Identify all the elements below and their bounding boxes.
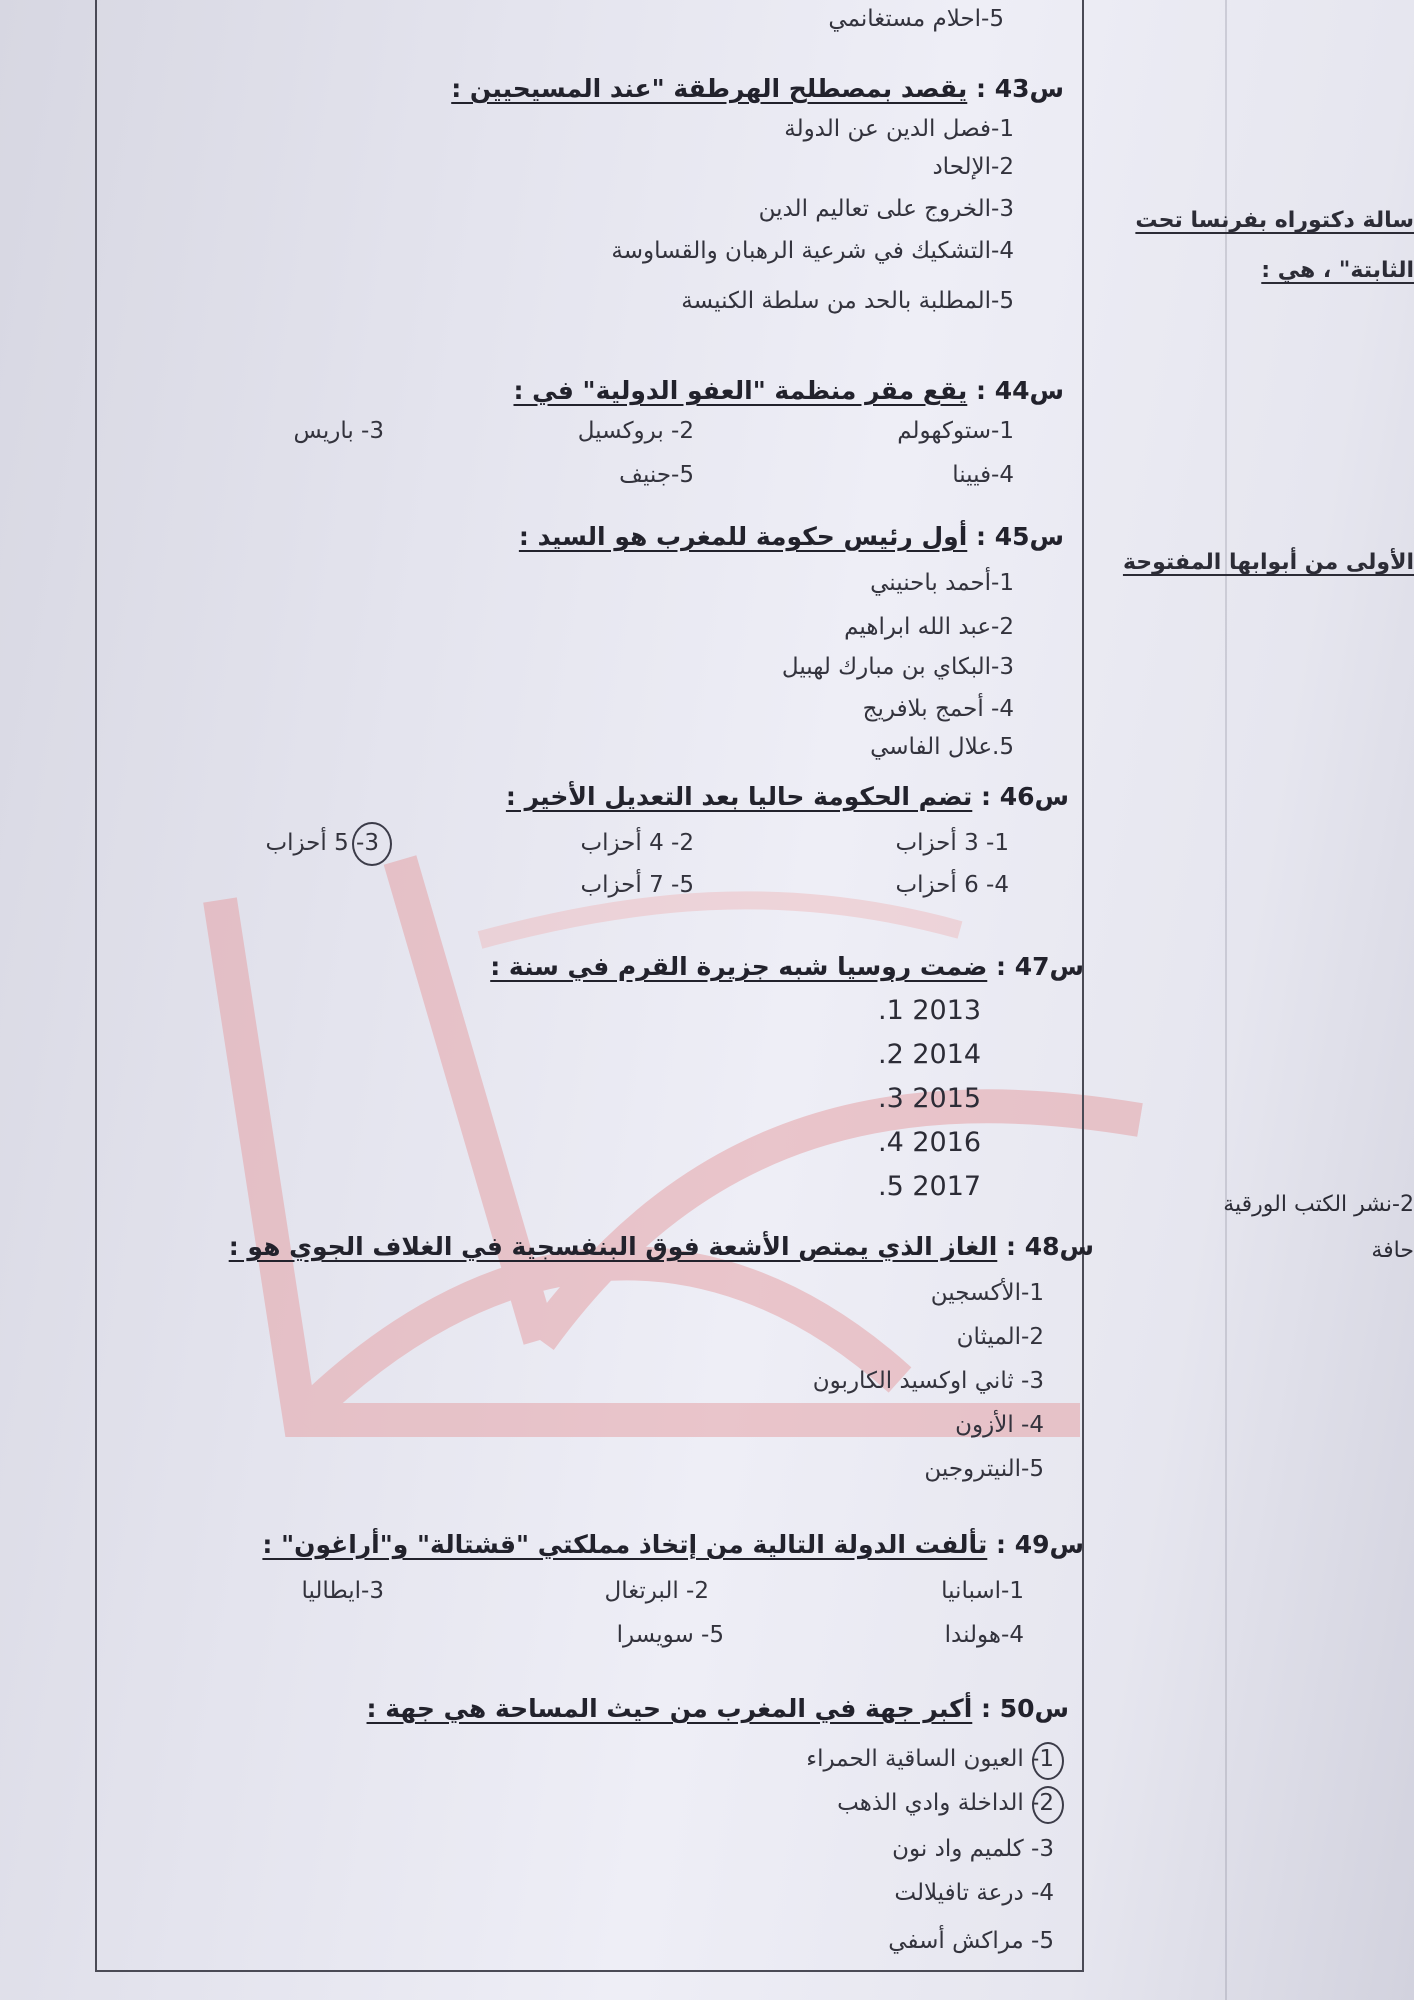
paper-fold <box>1225 0 1227 2000</box>
question-43 <box>451 74 1064 104</box>
option: 2- بروكسيل <box>577 418 694 444</box>
question-stem: تضم الحكومة حاليا بعد التعديل الأخير : <box>505 782 973 811</box>
option: 3- باريس <box>293 418 384 444</box>
option: 4- 6 أحزاب <box>895 872 1009 898</box>
option: 4-هولندا <box>944 1622 1024 1648</box>
option: 4- الأزون <box>955 1412 1044 1438</box>
question-stem: يقصد بمصطلح الهرطقة "عند المسيحيين : <box>451 74 968 103</box>
right-column-text: الأولى من أبوابها المفتوحة <box>1122 550 1414 575</box>
question-number: س48 : <box>1006 1232 1094 1261</box>
question-50 <box>367 1694 1069 1724</box>
option: 2-عبد الله ابراهيم <box>844 614 1014 640</box>
question-number: س50 : <box>981 1694 1069 1723</box>
option: 2-الإلحاد <box>932 154 1014 180</box>
question-number: س46 : <box>981 782 1069 811</box>
option: 1-ستوكهولم <box>897 418 1014 444</box>
answer-circle-mark <box>1032 1786 1064 1824</box>
option: 2- الداخلة وادي الذهب <box>837 1790 1054 1816</box>
option: 2- البرتغال <box>604 1578 709 1604</box>
right-column-text: حافة <box>1371 1238 1414 1263</box>
answer-circle-mark <box>1032 1742 1064 1780</box>
right-column-text: 2-نشر الكتب الورقية <box>1223 1192 1414 1217</box>
question-45 <box>519 522 1064 552</box>
option: .3 2015 <box>878 1083 982 1114</box>
question-stem: تألفت الدولة التالية من إتخاذ مملكتي "قشتالة" و"أراغون" : <box>262 1530 988 1559</box>
option: .4 2016 <box>878 1127 982 1158</box>
option: 5- سويسرا <box>616 1622 724 1648</box>
option: .1 2013 <box>878 995 982 1026</box>
question-number: س43 : <box>976 74 1064 103</box>
right-column-text: سالة دكتوراه بفرنسا تحت <box>1135 208 1414 233</box>
option: 5.علال الفاسي <box>870 734 1014 760</box>
question-number: س44 : <box>976 376 1064 405</box>
option: 4-فيينا <box>952 462 1014 488</box>
option: 5- 7 أحزاب <box>580 872 694 898</box>
previous-option: 5-احلام مستغانمي <box>828 6 1004 32</box>
answer-circle-mark <box>352 822 392 866</box>
option: 1-فصل الدين عن الدولة <box>784 116 1014 142</box>
option: 3- كلميم واد نون <box>892 1836 1054 1862</box>
question-44 <box>513 376 1064 406</box>
right-column-text: الثابتة" ، هي : <box>1261 258 1414 283</box>
option: 1-أحمد باحنيني <box>870 570 1014 596</box>
option: 1-اسبانيا <box>941 1578 1024 1604</box>
option: .5 2017 <box>878 1171 982 1202</box>
option: 2- 4 أحزاب <box>580 830 694 856</box>
option: 3- ثاني اوكسيد الكاربون <box>812 1368 1044 1394</box>
question-number: س49 : <box>996 1530 1084 1559</box>
question-number: س47 : <box>996 952 1084 981</box>
question-49 <box>262 1530 1084 1560</box>
option: 4- أحمج بلافريج <box>862 696 1014 722</box>
option: 4-التشكيك في شرعية الرهبان والقساوسة <box>611 238 1014 264</box>
option: 5-جنيف <box>619 462 694 488</box>
option: 4- درعة تافيلالت <box>894 1880 1054 1906</box>
question-46 <box>506 782 1069 812</box>
question-stem: يقع مقر منظمة "العفو الدولية" في : <box>513 376 968 405</box>
option: 3-ايطاليا <box>301 1578 384 1604</box>
question-number: س45 : <box>976 522 1064 551</box>
option: 1-الأكسجين <box>930 1280 1044 1306</box>
option: 3-البكاي بن مبارك لهبيل <box>781 654 1014 680</box>
option: 2-الميثان <box>956 1324 1044 1350</box>
option: 5-النيتروجين <box>924 1456 1044 1482</box>
option: 3-الخروج على تعاليم الدين <box>758 196 1014 222</box>
question-stem: الغاز الذي يمتص الأشعة فوق البنفسجية في الغلاف الجوي هو : <box>228 1232 998 1261</box>
option: 1- 3 أحزاب <box>895 830 1009 856</box>
question-48 <box>229 1232 1094 1262</box>
option: 5-المطلبة بالحد من سلطة الكنيسة <box>681 288 1014 314</box>
option-selected: 3- 5 أحزاب <box>265 830 379 856</box>
option: 1- العيون الساقية الحمراء <box>806 1746 1054 1772</box>
option: 5- مراكش أسفي <box>888 1928 1054 1954</box>
option: .2 2014 <box>878 1039 982 1070</box>
question-47 <box>490 952 1084 982</box>
question-stem: أول رئيس حكومة للمغرب هو السيد : <box>518 522 968 551</box>
question-stem: أكبر جهة في المغرب من حيث المساحة هي جهة : <box>366 1694 973 1723</box>
question-stem: ضمت روسيا شبه جزيرة القرم في سنة : <box>490 952 988 981</box>
